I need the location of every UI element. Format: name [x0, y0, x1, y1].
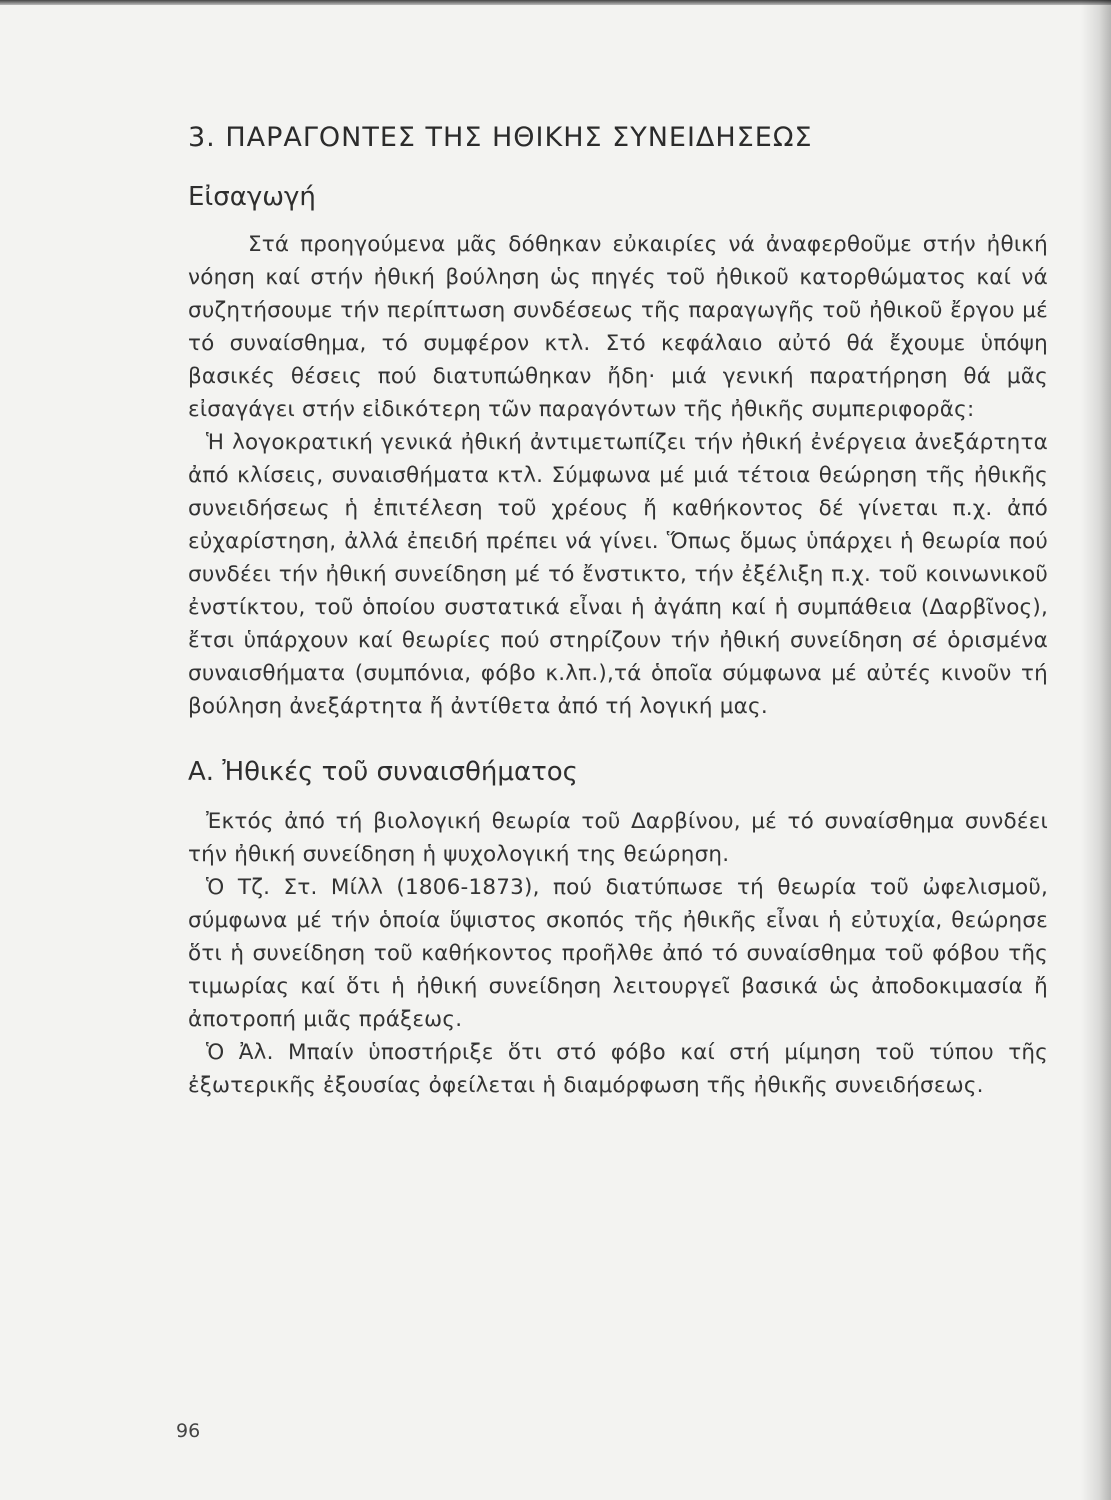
section-a-paragraph-1: Ἐκτός ἀπό τή βιολογική θεωρία τοῦ Δαρβίνου, μέ τό συναίσθημα συνδέει τήν ἠθική συνείδηση ἡ ψυχολογική της θεώρηση. — [188, 809, 1048, 867]
section-a-heading: Α. Ἠθικές τοῦ συναισθήματος — [188, 757, 578, 787]
intro-heading: Εἰσαγωγή — [188, 182, 316, 212]
section-a-paragraph-2: Ὁ Τζ. Στ. Μίλλ (1806-1873), πού διατύπωσε τή θεωρία τοῦ ὠφελισμοῦ, σύμφωνα μέ τήν ὁποία ὕψιστος σκοπός τῆς ἠθικῆς εἶναι ἡ εὐτυχία, θεώρησε ὅτι ἡ συνείδηση τοῦ καθήκοντος προῆλθε ἀπό τό συναίσθημα τοῦ φόβου τῆς τιμωρίας καί ὅτι ἡ ἠθική συνείδηση λειτουργεῖ βασικά ὡς ἀποδοκιμασία ἤ ἀποτροπή μιᾶς πράξεως. — [188, 875, 1048, 1032]
intro-paragraph-2: Ἡ λογοκρατική γενικά ἠθική ἀντιμετωπίζει τήν ἠθική ἐνέργεια ἀνεξάρτητα ἀπό κλίσεις, συναισθήματα κτλ. Σύμφωνα μέ μιά τέτοια θεώρηση τῆς ἠθικῆς συνειδήσεως ἡ ἐπιτέλεση τοῦ χρέους ἤ καθήκοντος δέ γίνεται π.χ. ἀπό εὐχαρίστηση, ἀλλά ἐπειδή πρέπει νά γίνει. Ὅπως ὅμως ὑπάρχει ἡ θεωρία πού συνδέει τήν ἠθική συνείδηση μέ τό ἔνστικτο, τήν ἐξέλιξη π.χ. τοῦ κοινωνικοῦ ἐνστίκτου, τοῦ ὁποίου συστατικά εἶναι ἡ ἀγάπη καί ἡ συμπάθεια (Δαρβῖνος), ἔτσι ὑπάρχουν καί θεωρίες πού στηρίζουν τήν ἠθική συνείδηση σέ ὁρισμένα συναισθήματα (συμπόνια, φόβο κ.λπ.),τά ὁποῖα σύμφωνα μέ αὐτές κινοῦν τή βούληση ἀνεξάρτητα ἤ ἀντίθετα ἀπό τή λογική μας. — [188, 430, 1048, 719]
chapter-title: 3. ΠΑΡΑΓΟΝΤΕΣ ΤΗΣ ΗΘΙΚΗΣ ΣΥΝΕΙΔΗΣΕΩΣ — [188, 122, 813, 153]
section-a-paragraph-3: Ὁ Ἀλ. Μπαίν ὑποστήριξε ὅτι στό φόβο καί στή μίμηση τοῦ τύπου τῆς ἐξωτερικῆς ἐξουσίας ὀφείλεται ἡ διαμόρφωση τῆς ἠθικῆς συνειδήσεως. — [188, 1040, 1048, 1098]
intro-paragraph-1: Στά προηγούμενα μᾶς δόθηκαν εὐκαιρίες νά ἀναφερθοῦμε στήν ἠθική νόηση καί στήν ἠθική βούληση ὡς πηγές τοῦ ἠθικοῦ κατορθώματος καί νά συζητήσουμε τήν περίπτωση συνδέσεως τῆς παραγωγῆς τοῦ ἠθικοῦ ἔργου μέ τό συναίσθημα, τό συμφέρον κτλ. Στό κεφάλαιο αὐτό θά ἔχουμε ὑπόψη βασικές θέσεις πού διατυπώθηκαν ἤδη· μιά γενική παρατήρηση θά μᾶς εἰσαγάγει στήν εἰδικότερη τῶν παραγόντων τῆς ἠθικῆς συμπεριφορᾶς: — [188, 232, 1048, 422]
scan-top-edge — [0, 0, 1111, 5]
scan-right-edge — [1081, 0, 1111, 1500]
page-content — [188, 108, 1048, 1102]
page-number: 96 — [176, 1420, 201, 1442]
